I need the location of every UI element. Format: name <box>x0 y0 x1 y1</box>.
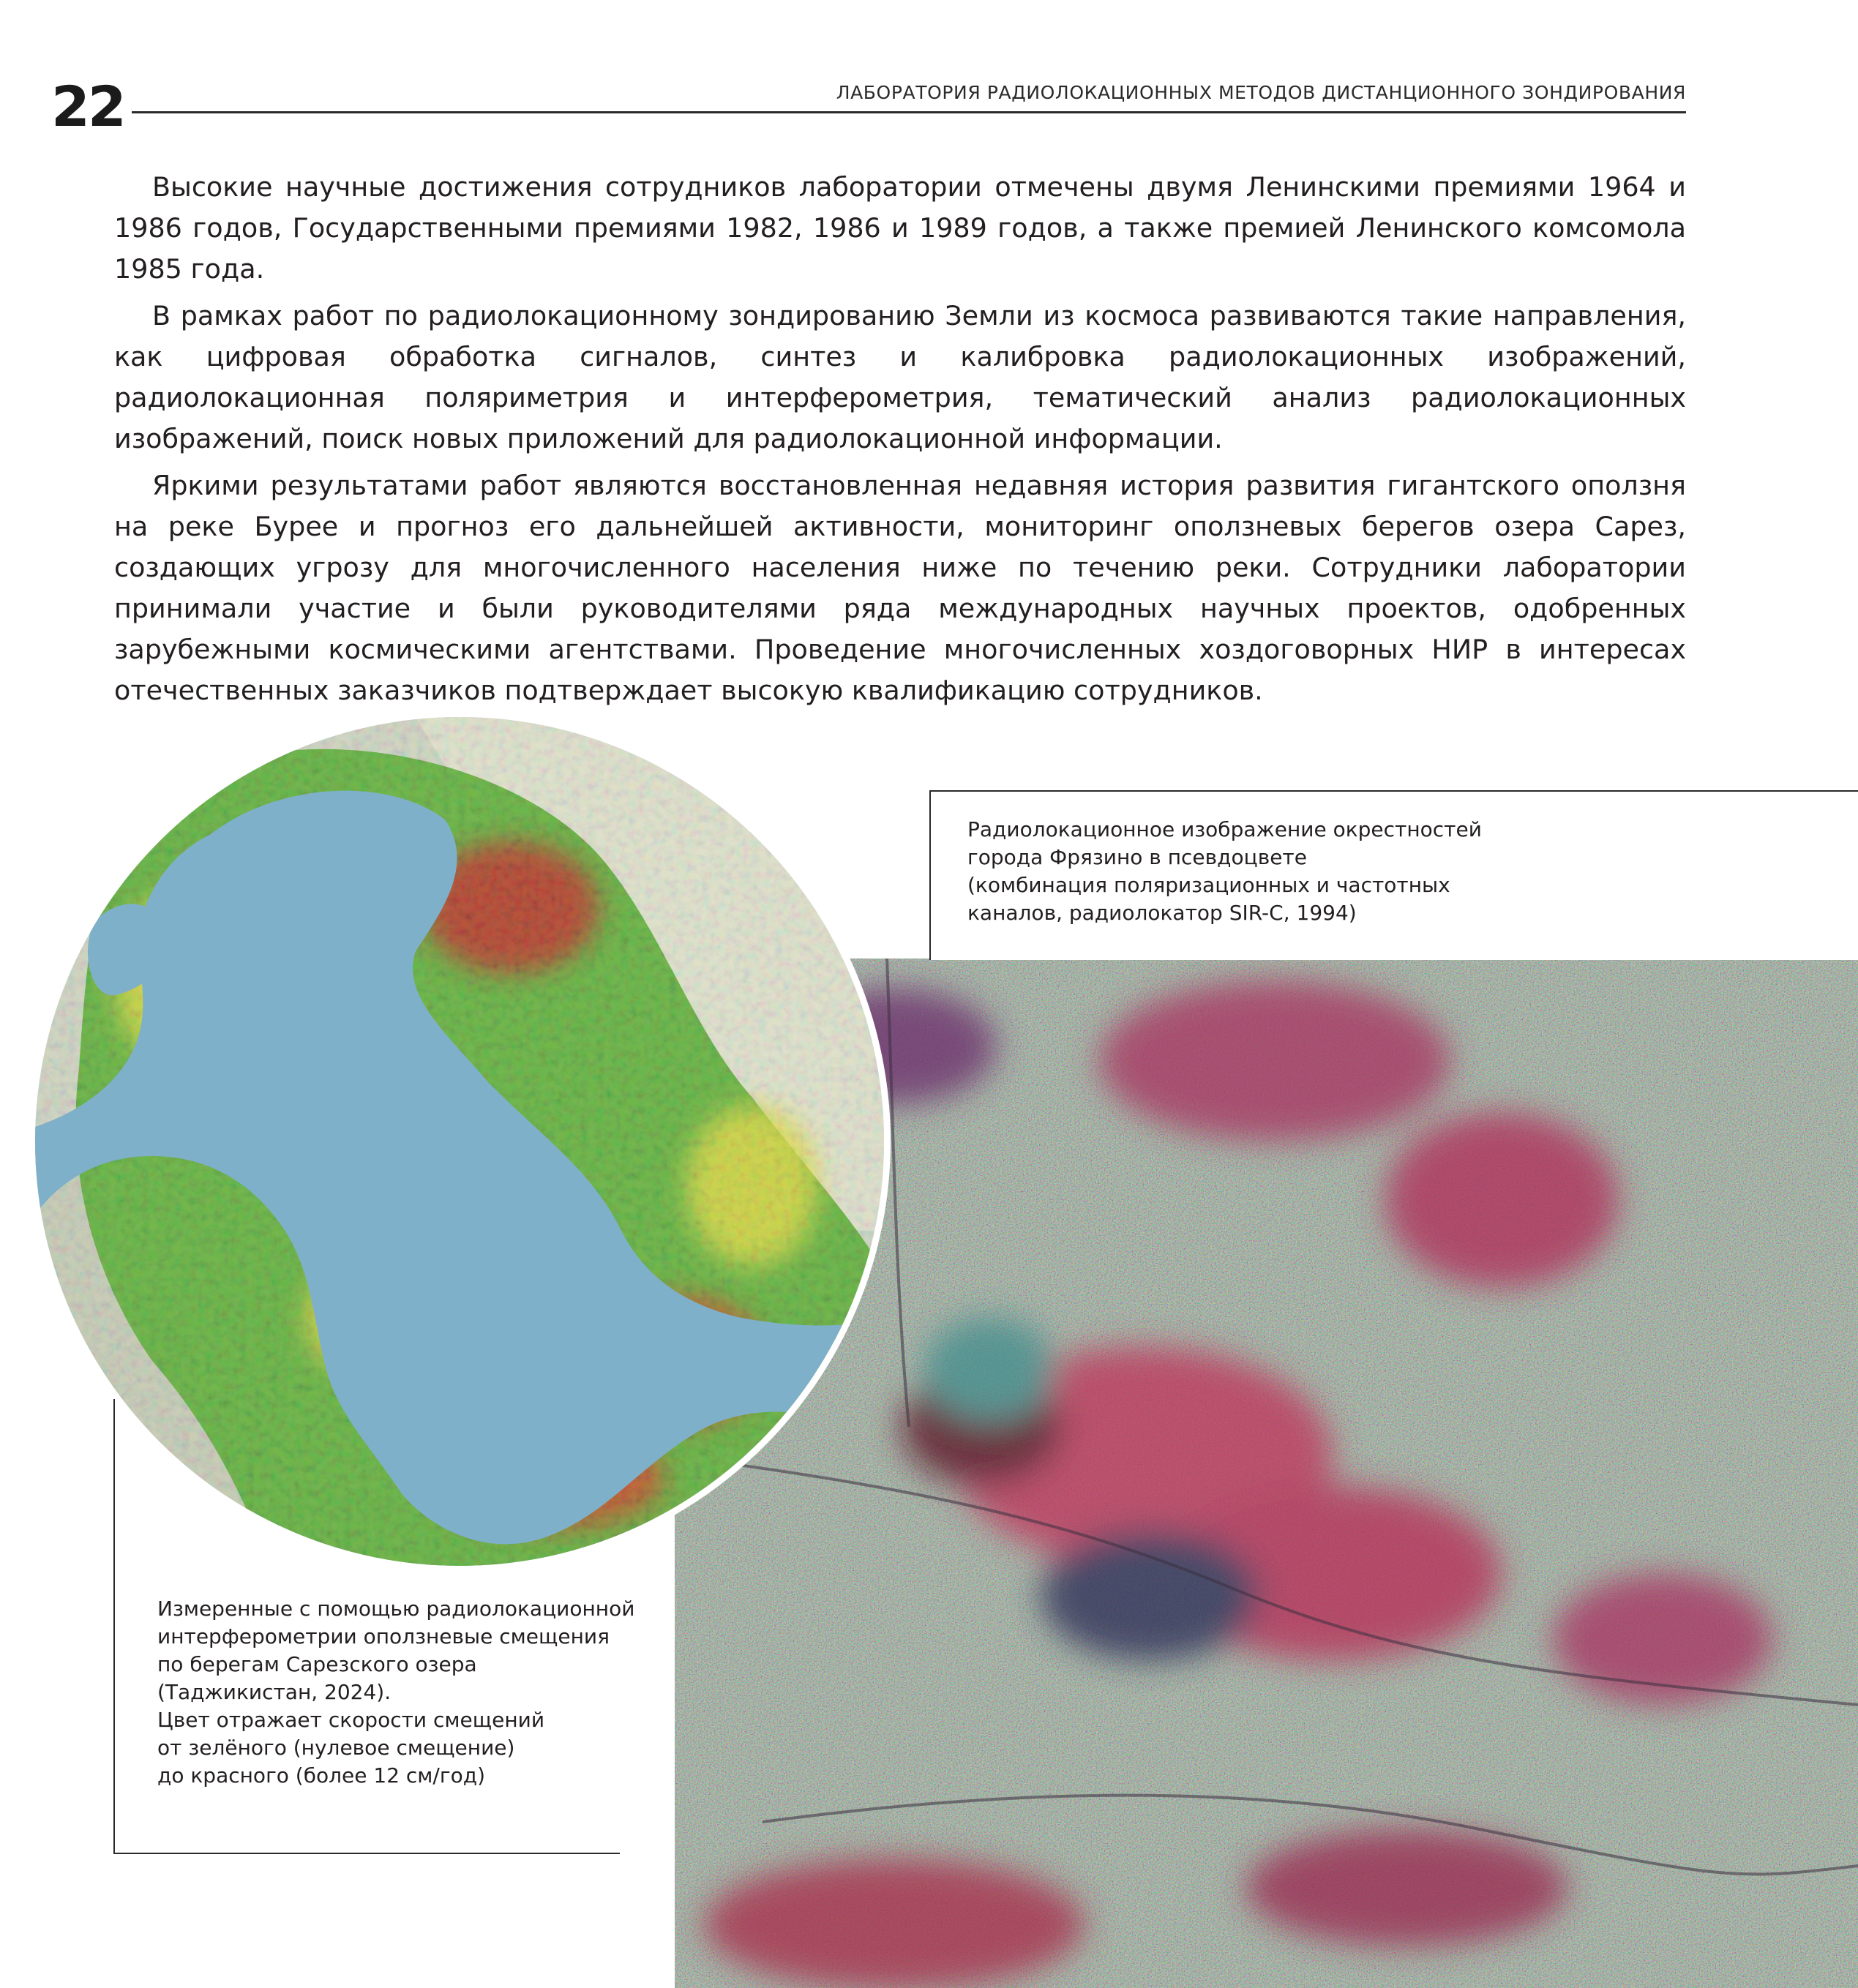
caption-line: (Таджикистан, 2024). <box>157 1680 392 1704</box>
caption-line: (комбинация поляризационных и частотных <box>967 873 1450 897</box>
paragraph: Яркими результатами работ являются восстановленная недавняя история развития гигантского оползня на реке Бурее и прогноз его дальнейшей активности, мониторинг оползневых берегов озера Сарез, создающих угрозу для многочисленного населения ниже по течению реки. Сотрудники лаборатории принимали участие и были руководителями ряда международных научных проектов, одобренных зарубежными космическими агентствами. Проведение многочисленных хоздоговорных НИР в интересах отечественных заказчиков подтверждает высокую квалификацию сотрудников. <box>114 470 1686 706</box>
caption-line: Измеренные с помощью радиолокационной <box>157 1597 635 1621</box>
page-number: 22 <box>51 74 124 139</box>
caption-line: каналов, радиолокатор SIR-C, 1994) <box>967 901 1357 925</box>
caption-line: по берегам Сарезского озера <box>157 1652 477 1676</box>
caption-line: до красного (более 12 см/год) <box>157 1763 485 1788</box>
running-head: ЛАБОРАТОРИЯ РАДИОЛОКАЦИОННЫХ МЕТОДОВ ДИСТАНЦИОННОГО ЗОНДИРОВАНИЯ <box>836 82 1686 103</box>
caption-line: Цвет отражает скорости смещений <box>157 1708 545 1732</box>
caption-line: города Фрязино в псевдоцвете <box>967 845 1307 869</box>
interferometry-caption <box>157 1595 655 1790</box>
caption-line: интерферометрии оползневые смещения <box>157 1624 610 1648</box>
interferometry-caption-box <box>113 1399 635 1854</box>
header-rule <box>132 111 1686 113</box>
caption-line: от зелёного (нулевое смещение) <box>157 1736 515 1760</box>
sar-caption <box>967 816 1809 927</box>
body-text <box>114 167 1686 717</box>
paragraph: Высокие научные достижения сотрудников лаборатории отмечены двумя Ленинскими премиями 1964 и 1986 годов, Государственными премиями 1982, 1986 и 1989 годов, а также премией Ленинского комсомола 1985 года. <box>114 171 1686 285</box>
paragraph: В рамках работ по радиолокационному зондированию Земли из космоса развиваются такие направления, как цифровая обработка сигналов, синтез и калибровка радиолокационных изображений, радиолокационная поляриметрия и интерферометрия, тематический анализ радиолокационных изображений, поиск новых приложений для радиолокационной информации. <box>114 300 1686 454</box>
sar-caption-box <box>929 790 1858 960</box>
caption-line: Радиолокационное изображение окрестностей <box>967 817 1482 841</box>
